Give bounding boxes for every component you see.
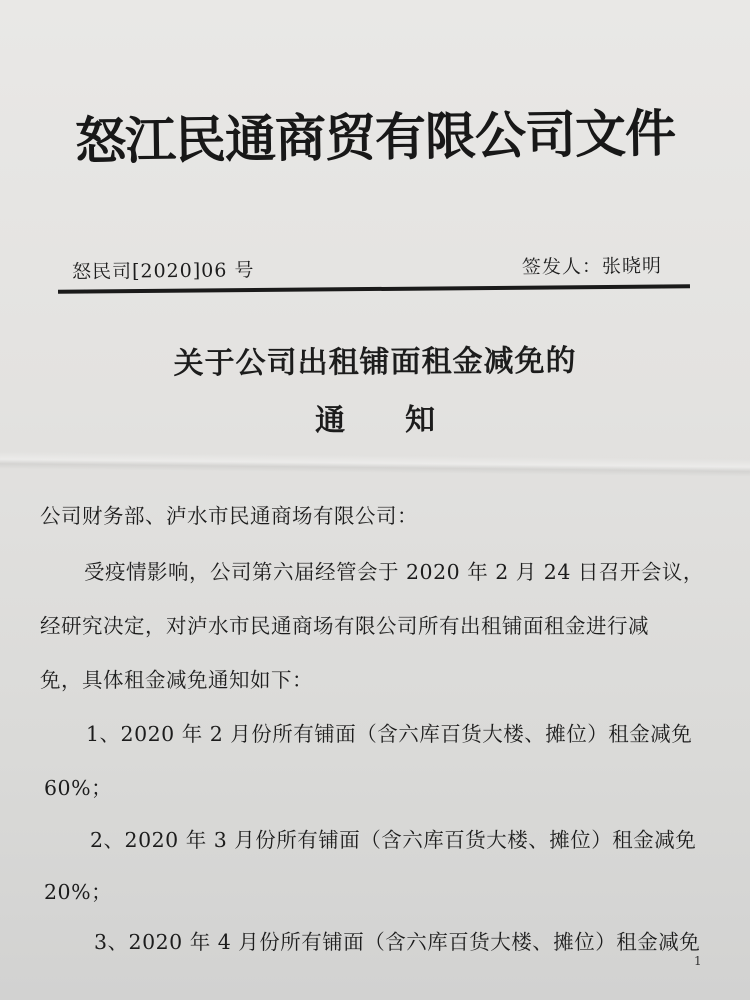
body-line: 20%； [44,880,113,904]
body-line: 60%； [44,776,113,800]
document-number: 怒民司[2020]06 号 [71,259,255,284]
page-number: 1 [694,954,702,968]
paper-fold [0,451,750,477]
issuer-signature: 签发人：张晓明 [521,254,663,279]
document-title: 怒江民通商贸有限公司文件 [74,104,676,173]
body-line: 受疫情影响，公司第六届经管会于 2020 年 2 月 24 日召开会议， [84,560,704,584]
reference-row [72,251,672,287]
notice-subheading: 通 知 [314,402,436,439]
body-line: 1、2020 年 2 月份所有铺面（含六库百货大楼、摊位）租金减免 [86,722,693,746]
body-line: 经研究决定，对泸水市民通商场有限公司所有出租铺面租金进行减 [40,614,649,638]
recipient-line: 公司财务部、泸水市民通商场有限公司： [40,504,418,528]
body-line: 免，具体租金减免通知如下： [40,668,313,692]
body-line: 3、2020 年 4 月份所有铺面（含六库百货大楼、摊位）租金减免 [94,930,701,954]
notice-heading: 关于公司出租铺面租金减免的 [173,343,577,382]
body-line: 2、2020 年 3 月份所有铺面（含六库百货大楼、摊位）租金减免 [90,828,697,852]
